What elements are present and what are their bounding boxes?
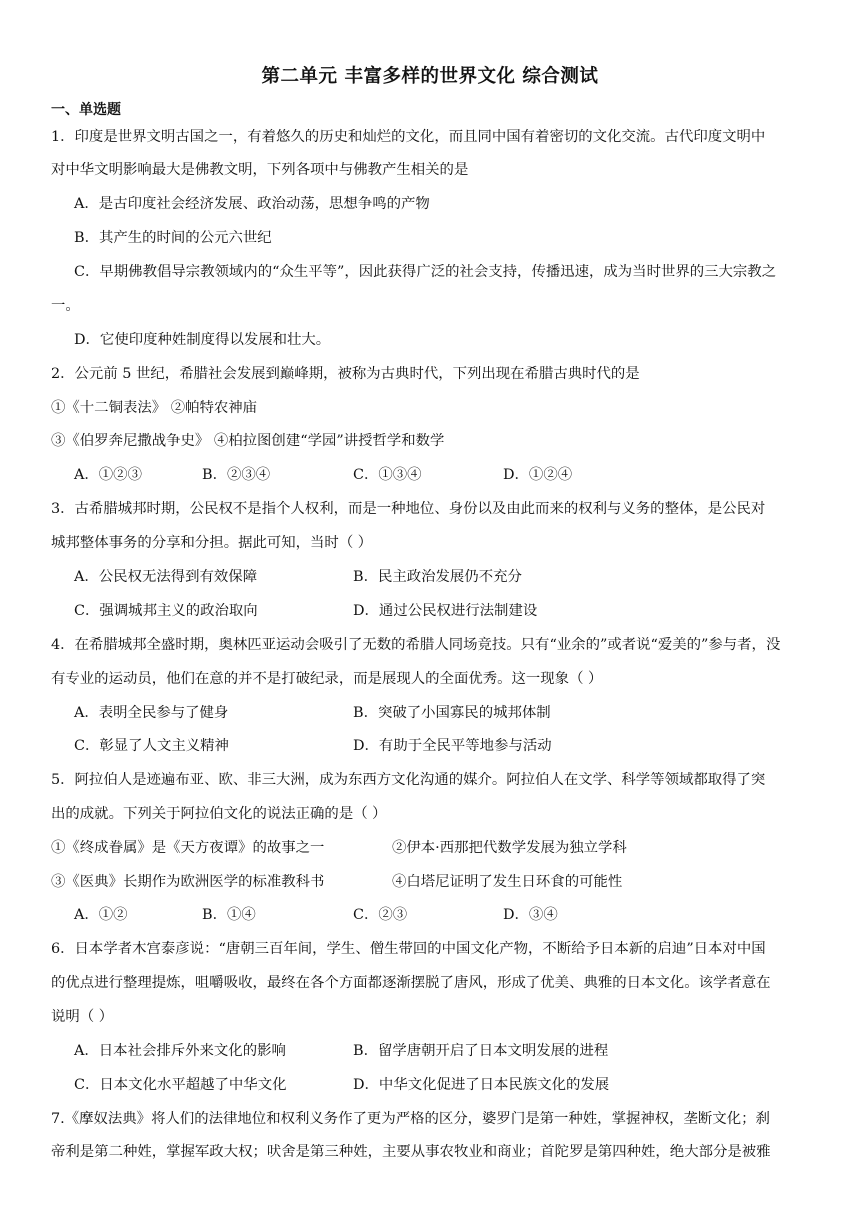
question-5-stem-line-1: 5．阿拉伯人是迹遍布亚、欧、非三大洲，成为东西方文化沟通的媒介。阿拉伯人在文学、科学等领域都取得了突	[51, 772, 766, 788]
question-2-items-line-1: ①《十二铜表法》 ②帕特农神庙	[51, 400, 258, 416]
question-4-option-a: A．表明全民参与了健身	[74, 705, 229, 721]
question-2-option-d: D．①②④	[503, 467, 573, 483]
question-3-option-a: A．公民权无法得到有效保障	[74, 569, 258, 585]
question-2-option-a: A．①②③	[74, 467, 142, 483]
question-1-option-c-line-2: 一。	[51, 298, 80, 314]
question-4-option-c: C．彰显了人文主义精神	[74, 738, 229, 754]
question-6-option-b: B．留学唐朝开启了日本文明发展的进程	[353, 1043, 609, 1059]
question-7-stem-line-1: 7.《摩奴法典》将人们的法律地位和权利义务作了更为严格的区分，婆罗门是第一种姓，掌握神权，垄断文化；刹	[51, 1111, 770, 1127]
question-5-option-c: C．②③	[353, 907, 408, 923]
question-1-stem-line-2: 对中华文明影响最大是佛教文明，下列各项中与佛教产生相关的是	[51, 162, 469, 178]
question-1-option-a: A．是古印度社会经济发展、政治动荡，思想争鸣的产物	[74, 196, 430, 212]
question-6-option-c: C．日本文化水平超越了中华文化	[74, 1077, 287, 1093]
page-title: 第二单元 丰富多样的世界文化 综合测试	[261, 66, 599, 87]
question-3-stem-line-1: 3．古希腊城邦时期，公民权不是指个人权利，而是一种地位、身份以及由此而来的权利与义务的整体，是公民对	[51, 501, 766, 517]
question-2-option-c: C．①③④	[353, 467, 422, 483]
question-6-stem-line-2: 的优点进行整理提炼，咀嚼吸收，最终在各个方面都逐渐摆脱了唐风，形成了优美、典雅的日本文化。该学者意在	[51, 975, 771, 991]
question-5-option-d: D．③④	[503, 907, 558, 923]
question-4-option-b: B．突破了小国寡民的城邦体制	[353, 705, 551, 721]
question-3-stem-line-2: 城邦整体事务的分享和分担。据此可知，当时（ ）	[51, 535, 373, 551]
question-6-option-a: A．日本社会排斥外来文化的影响	[74, 1043, 286, 1059]
question-1-option-c-line-1: C．早期佛教倡导宗教领域内的“众生平等”，因此获得广泛的社会支持，传播迅速，成为当时世界的三大宗教之	[74, 264, 777, 280]
question-1-option-b: B．其产生的时间的公元六世纪	[74, 230, 272, 246]
question-6-stem-line-1: 6．日本学者木宫泰彦说：“唐朝三百年间，学生、僧生带回的中国文化产物，不断给予日本新的启迪”日本对中国	[51, 941, 766, 957]
question-2-option-b: B．②③④	[202, 467, 271, 483]
question-4-stem-line-2: 有专业的运动员，他们在意的并不是打破纪录，而是展现人的全面优秀。这一现象（ ）	[51, 671, 603, 687]
question-2-items-line-2: ③《伯罗奔尼撒战争史》 ④柏拉图创建“学园”讲授哲学和数学	[51, 433, 445, 449]
question-4-stem-line-1: 4．在希腊城邦全盛时期，奥林匹亚运动会吸引了无数的希腊人同场竞技。只有“业余的”或者说“爱美的”参与者，没	[51, 637, 781, 653]
question-5-item-3: ③《医典》长期作为欧洲医学的标准教科书	[51, 874, 325, 890]
question-7-stem-line-2: 帝利是第二种姓，掌握军政大权；吠舍是第三种姓，主要从事农牧业和商业；首陀罗是第四种姓，绝大部分是被雅	[51, 1144, 771, 1160]
section-heading: 一、单选题	[51, 102, 121, 118]
question-1-option-d: D．它使印度种姓制度得以发展和壮大。	[74, 332, 331, 348]
question-5-item-2: ②伊本·西那把代数学发展为独立学科	[392, 840, 627, 856]
question-5-option-a: A．①②	[74, 907, 128, 923]
question-3-option-b: B．民主政治发展仍不充分	[353, 569, 522, 585]
question-6-option-d: D．中华文化促进了日本民族文化的发展	[353, 1077, 610, 1093]
question-6-stem-line-3: 说明（ ）	[51, 1009, 114, 1025]
question-5-item-1: ①《终成眷属》是《天方夜谭》的故事之一	[51, 840, 325, 856]
question-4-option-d: D．有助于全民平等地参与活动	[353, 738, 552, 754]
question-5-stem-line-2: 出的成就。下列关于阿拉伯文化的说法正确的是（ ）	[51, 806, 387, 822]
question-1-stem-line-1: 1．印度是世界文明古国之一，有着悠久的历史和灿烂的文化，而且同中国有着密切的文化交流。古代印度文明中	[51, 129, 766, 145]
question-3-option-d: D．通过公民权进行法制建设	[353, 603, 538, 619]
question-5-item-4: ④白塔尼证明了发生日环食的可能性	[392, 874, 623, 890]
question-2-stem: 2．公元前 5 世纪，希腊社会发展到巅峰期，被称为古典时代，下列出现在希腊古典时代的是	[51, 366, 640, 382]
question-3-option-c: C．强调城邦主义的政治取向	[74, 603, 258, 619]
question-5-option-b: B．①④	[202, 907, 256, 923]
